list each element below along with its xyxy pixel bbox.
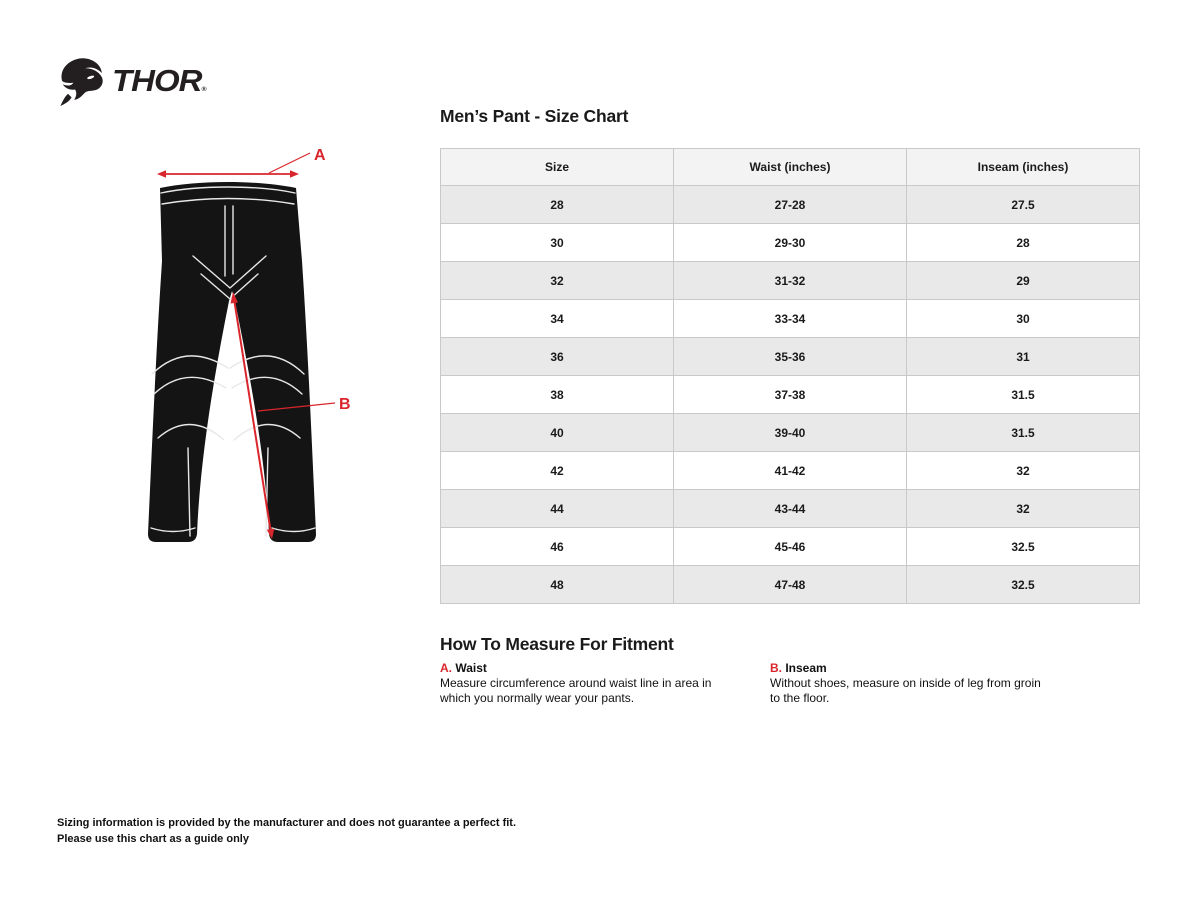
table-cell: 31.5 xyxy=(907,376,1140,414)
size-chart-table xyxy=(440,148,1140,604)
table-cell: 34 xyxy=(441,300,674,338)
sizing-disclaimer xyxy=(57,818,516,849)
table-cell: 47-48 xyxy=(674,566,907,604)
table-cell: 43-44 xyxy=(674,490,907,528)
table-row xyxy=(441,452,1140,490)
table-cell: 31-32 xyxy=(674,262,907,300)
howto-heading: How To Measure For Fitment xyxy=(440,634,674,654)
table-cell: 35-36 xyxy=(674,338,907,376)
table-cell: 42 xyxy=(441,452,674,490)
measure-prefix-a: A. xyxy=(440,661,452,675)
table-row xyxy=(441,186,1140,224)
table-cell: 32.5 xyxy=(907,566,1140,604)
table-cell: 38 xyxy=(441,376,674,414)
table-cell: 33-34 xyxy=(674,300,907,338)
table-cell: 46 xyxy=(441,528,674,566)
table-cell: 28 xyxy=(441,186,674,224)
measure-label-waist xyxy=(440,661,770,675)
measure-name-waist: Waist xyxy=(455,661,487,675)
table-cell: 44 xyxy=(441,490,674,528)
table-cell: 32 xyxy=(907,490,1140,528)
table-cell: 29 xyxy=(907,262,1140,300)
table-row xyxy=(441,490,1140,528)
size-chart-table-wrap xyxy=(440,148,1140,604)
table-cell: 27-28 xyxy=(674,186,907,224)
table-cell: 30 xyxy=(441,224,674,262)
measure-text-inseam: Without shoes, measure on inside of leg from groin to the floor. xyxy=(770,676,1041,705)
table-cell: 28 xyxy=(907,224,1140,262)
table-cell: 31.5 xyxy=(907,414,1140,452)
table-header-cell: Waist (inches) xyxy=(674,149,907,186)
table-row xyxy=(441,414,1140,452)
table-row xyxy=(441,224,1140,262)
thor-goat-icon xyxy=(56,54,108,106)
measure-label-inseam xyxy=(770,661,1100,675)
measure-prefix-b: B. xyxy=(770,661,782,675)
table-row xyxy=(441,338,1140,376)
pants-measure-diagram xyxy=(138,136,370,568)
disclaimer-line-2: Please use this chart as a guide only xyxy=(57,832,249,845)
table-header-cell: Size xyxy=(441,149,674,186)
table-cell: 37-38 xyxy=(674,376,907,414)
table-row xyxy=(441,376,1140,414)
table-cell: 45-46 xyxy=(674,528,907,566)
table-cell: 32 xyxy=(907,452,1140,490)
measure-instructions xyxy=(440,661,1140,705)
measure-item-inseam xyxy=(770,661,1100,705)
table-row xyxy=(441,262,1140,300)
table-cell: 36 xyxy=(441,338,674,376)
waist-measure-arrow xyxy=(157,153,310,178)
table-cell: 29-30 xyxy=(674,224,907,262)
table-cell: 30 xyxy=(907,300,1140,338)
diagram-label-b: B xyxy=(339,396,351,413)
table-header-row xyxy=(441,149,1140,186)
disclaimer-line-1: Sizing information is provided by the manufacturer and does not guarantee a perfect fit. xyxy=(57,817,517,829)
page-title: Men’s Pant - Size Chart xyxy=(440,106,629,126)
measure-item-waist xyxy=(440,661,770,705)
brand-wordmark: THOR® xyxy=(112,62,207,98)
table-row xyxy=(441,566,1140,604)
pants-silhouette xyxy=(148,182,316,542)
brand-logo xyxy=(56,54,207,106)
table-cell: 32.5 xyxy=(907,528,1140,566)
measure-text-waist: Measure circumference around waist line in area in which you normally wear your pants. xyxy=(440,676,712,705)
table-cell: 31 xyxy=(907,338,1140,376)
table-header-cell: Inseam (inches) xyxy=(907,149,1140,186)
table-cell: 48 xyxy=(441,566,674,604)
table-cell: 41-42 xyxy=(674,452,907,490)
table-cell: 27.5 xyxy=(907,186,1140,224)
table-row xyxy=(441,300,1140,338)
table-row xyxy=(441,528,1140,566)
table-cell: 39-40 xyxy=(674,414,907,452)
measure-name-inseam: Inseam xyxy=(785,661,827,675)
table-cell: 40 xyxy=(441,414,674,452)
diagram-label-a: A xyxy=(314,147,326,164)
trademark-symbol: ® xyxy=(201,85,207,93)
table-cell: 32 xyxy=(441,262,674,300)
